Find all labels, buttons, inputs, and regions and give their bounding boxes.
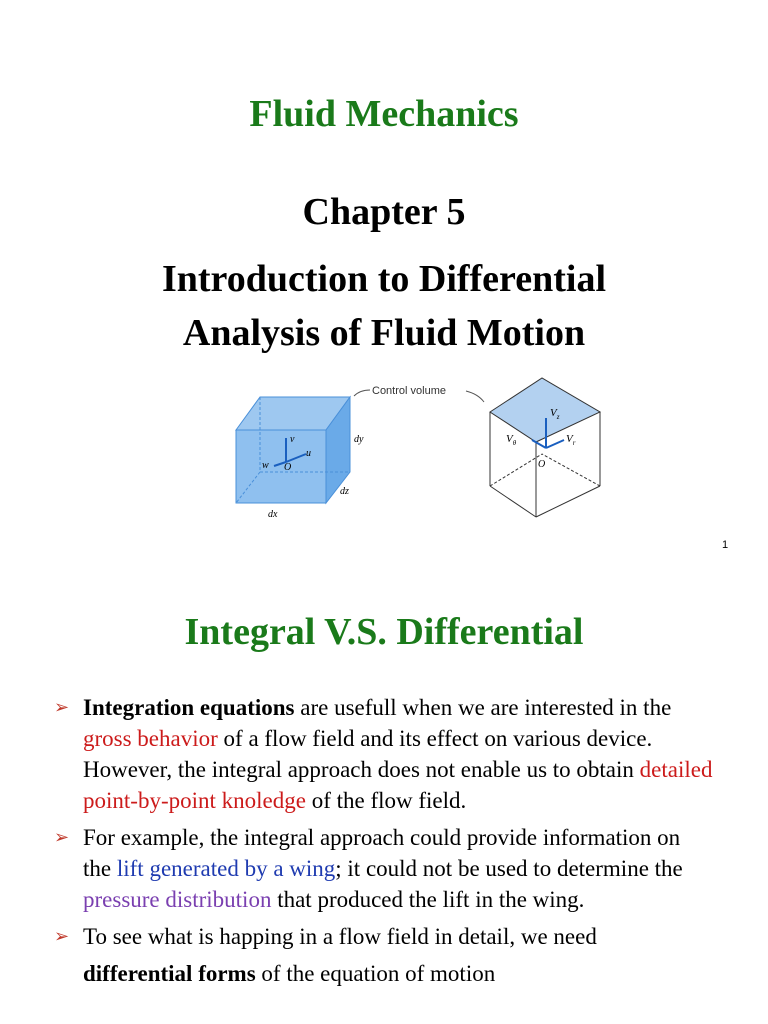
label-dz: dz	[340, 486, 349, 497]
bullet-item: ➢ To see what is happing in a flow field in detail, we need differential forms of the equation of motion	[54, 921, 714, 952]
slide-title: Integral V.S. Differential	[184, 611, 584, 653]
label-w: w	[262, 460, 269, 471]
arrow-bullet-icon: ➢	[54, 697, 70, 718]
svg-text:O: O	[538, 459, 546, 470]
clipped-line: differential forms of the equation of motion	[83, 961, 496, 986]
chapter-subtitle	[0, 252, 768, 360]
arrow-bullet-icon: ➢	[54, 827, 70, 848]
subtitle-line-1: Introduction to Differential	[161, 258, 606, 300]
label-dx: dx	[268, 509, 278, 520]
label-u: u	[306, 448, 311, 459]
label-o: O	[284, 462, 292, 473]
arrow-bullet-icon: ➢	[54, 926, 70, 947]
slide-2	[0, 565, 768, 1024]
svg-text:Vθ: $V_\theta$	[506, 433, 517, 447]
svg-text:Vz: $V_z$	[550, 407, 560, 421]
bullet-item: ➢ Integration equations are usefull when we are interested in the gross behavior of a flow field and its effect on various device. However, the integral approach does not enable us to obtain detailed point-by-point knoledge of the flow field.	[54, 692, 714, 816]
label-dy: dy	[354, 434, 364, 445]
subtitle-line-2: Analysis of Fluid Motion	[182, 312, 586, 354]
bullet-item: ➢ For example, the integral approach could provide information on the lift generated by a wing; it could not be used to determine the pressure distribution that produced the lift in the wing.	[54, 822, 714, 915]
cartesian-cube	[236, 397, 364, 520]
svg-text:Vr: $V_r$	[566, 433, 576, 447]
bullet-list	[54, 692, 714, 986]
control-volume-figure	[226, 372, 606, 522]
label-v: v	[290, 434, 295, 445]
cylindrical-element	[490, 378, 600, 517]
control-volume-label: Control volume	[372, 385, 446, 397]
chapter-heading: Chapter 5	[302, 191, 466, 233]
slide-title: Fluid Mechanics	[249, 93, 519, 135]
page-number: 1	[722, 539, 729, 551]
